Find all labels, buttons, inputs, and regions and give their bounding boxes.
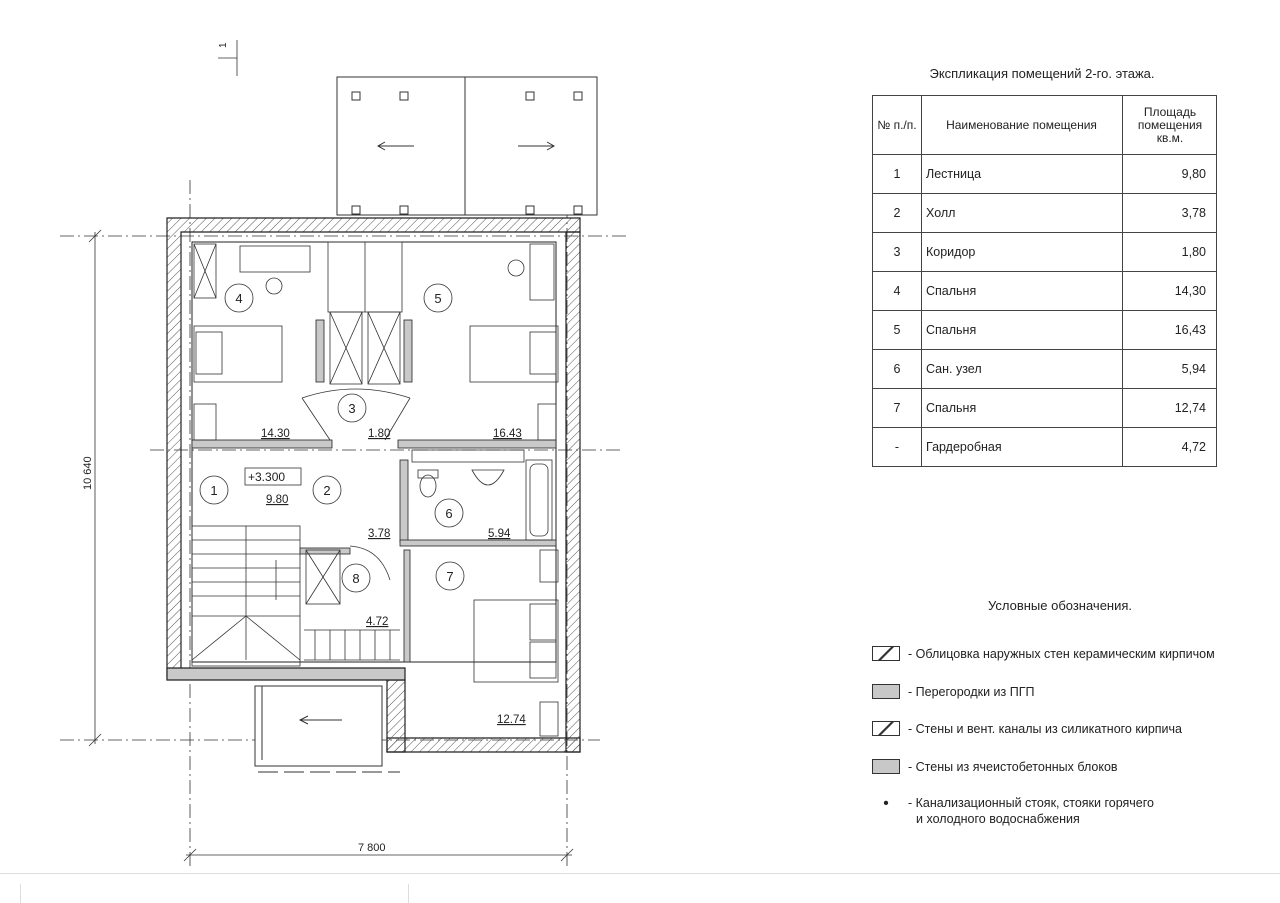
explication-title: Экспликация помещений 2-го. этажа.: [929, 66, 1155, 81]
area-room-5: 16.43: [493, 428, 522, 440]
cell-name: Лестница: [922, 155, 1123, 194]
room-number-3: 3: [348, 401, 356, 416]
footer-tick: [408, 884, 409, 903]
legend-text: [908, 795, 1154, 827]
room-number-5: 5: [434, 291, 442, 306]
legend-item-risers: [872, 795, 1154, 827]
legend-text: - Стены из ячеистобетонных блоков: [908, 760, 1118, 774]
cell-num: -: [873, 428, 922, 467]
cell-num: 3: [873, 233, 922, 272]
cell-name: Коридор: [922, 233, 1123, 272]
table-row: [873, 389, 1217, 428]
area-room-2: 3.78: [368, 528, 391, 540]
area-room-1: 9.80: [266, 494, 289, 506]
legend-text-line-1: - Канализационный стояк, стояки горячего: [908, 796, 1154, 810]
cell-area: 14,30: [1123, 272, 1217, 311]
area-room-8: 4.72: [366, 616, 389, 628]
dimension-horizontal: 7 800: [358, 842, 386, 854]
axis-mark: 1: [218, 42, 229, 48]
table-row: [873, 233, 1217, 272]
room-number-2: 2: [323, 483, 331, 498]
cell-name: Спальня: [922, 272, 1123, 311]
hatched-swatch-icon: [872, 721, 900, 736]
cell-num: 6: [873, 350, 922, 389]
cell-num: 1: [873, 155, 922, 194]
legend-item-aerated-blocks: [872, 759, 1118, 775]
porch: [255, 686, 400, 772]
cell-num: 5: [873, 311, 922, 350]
legend-item-brick-cladding: [872, 646, 1215, 662]
hatched-swatch-icon: [872, 646, 900, 661]
room-number-6: 6: [445, 506, 453, 521]
dimension-vertical: 10 640: [82, 456, 94, 490]
table-row: [873, 350, 1217, 389]
gray-swatch-icon: [872, 684, 900, 699]
room-number-8: 8: [352, 571, 360, 586]
area-room-3: 1.80: [368, 428, 391, 440]
bathroom-fixtures: [412, 450, 552, 540]
col-header-area: Площадь помещения кв.м.: [1123, 96, 1217, 155]
cell-name: Гардеробная: [922, 428, 1123, 467]
col-header-num: № п./п.: [873, 96, 922, 155]
room-number-7: 7: [446, 569, 454, 584]
riser-icon: •: [883, 795, 889, 812]
table-row: [873, 194, 1217, 233]
cell-area: 12,74: [1123, 389, 1217, 428]
legend-text: - Облицовка наружных стен керамическим кирпичом: [908, 647, 1215, 661]
dressing-room-fixtures: [304, 546, 400, 660]
legend-title: Условные обозначения.: [987, 598, 1133, 613]
cell-area: 4,72: [1123, 428, 1217, 467]
table-row: [873, 311, 1217, 350]
cell-name: Сан. узел: [922, 350, 1123, 389]
area-room-6: 5.94: [488, 528, 511, 540]
cell-num: 7: [873, 389, 922, 428]
area-room-7: 12.74: [497, 714, 526, 726]
legend-text: - Стены и вент. каналы из силикатного кирпича: [908, 722, 1182, 736]
bedroom-7-furniture: [474, 550, 558, 736]
central-wardrobes: [328, 242, 402, 384]
legend-item-pgp-partitions: [872, 684, 1034, 700]
level-mark: [245, 468, 301, 485]
cell-area: 1,80: [1123, 233, 1217, 272]
balcony: [337, 77, 597, 215]
table-row: [873, 428, 1217, 467]
legend-text-line-2: и холодного водоснабжения: [916, 812, 1080, 826]
table-row: [873, 155, 1217, 194]
cell-name: Спальня: [922, 311, 1123, 350]
cell-num: 2: [873, 194, 922, 233]
explication-table: [872, 95, 1217, 467]
table-row: [873, 272, 1217, 311]
cell-area: 16,43: [1123, 311, 1217, 350]
cell-name: Холл: [922, 194, 1123, 233]
cell-area: 3,78: [1123, 194, 1217, 233]
bedroom-5-furniture: [470, 244, 558, 440]
col-header-name: Наименование помещения: [922, 96, 1123, 155]
room-number-4: 4: [235, 291, 243, 306]
room-number-1: 1: [210, 483, 218, 498]
legend-text: - Перегородки из ПГП: [908, 685, 1035, 699]
cell-area: 9,80: [1123, 155, 1217, 194]
cell-num: 4: [873, 272, 922, 311]
bedroom-4-furniture: [194, 244, 310, 440]
footer-tick: [20, 884, 21, 903]
staircase: [192, 526, 300, 666]
gray-swatch-icon: [872, 759, 900, 774]
area-room-4: 14.30: [261, 428, 290, 440]
cell-area: 5,94: [1123, 350, 1217, 389]
legend-item-silicate-brick: [872, 721, 1182, 737]
svg-text:+3.300: +3.300: [248, 470, 286, 484]
cell-name: Спальня: [922, 389, 1123, 428]
footer-divider: [0, 873, 1280, 874]
